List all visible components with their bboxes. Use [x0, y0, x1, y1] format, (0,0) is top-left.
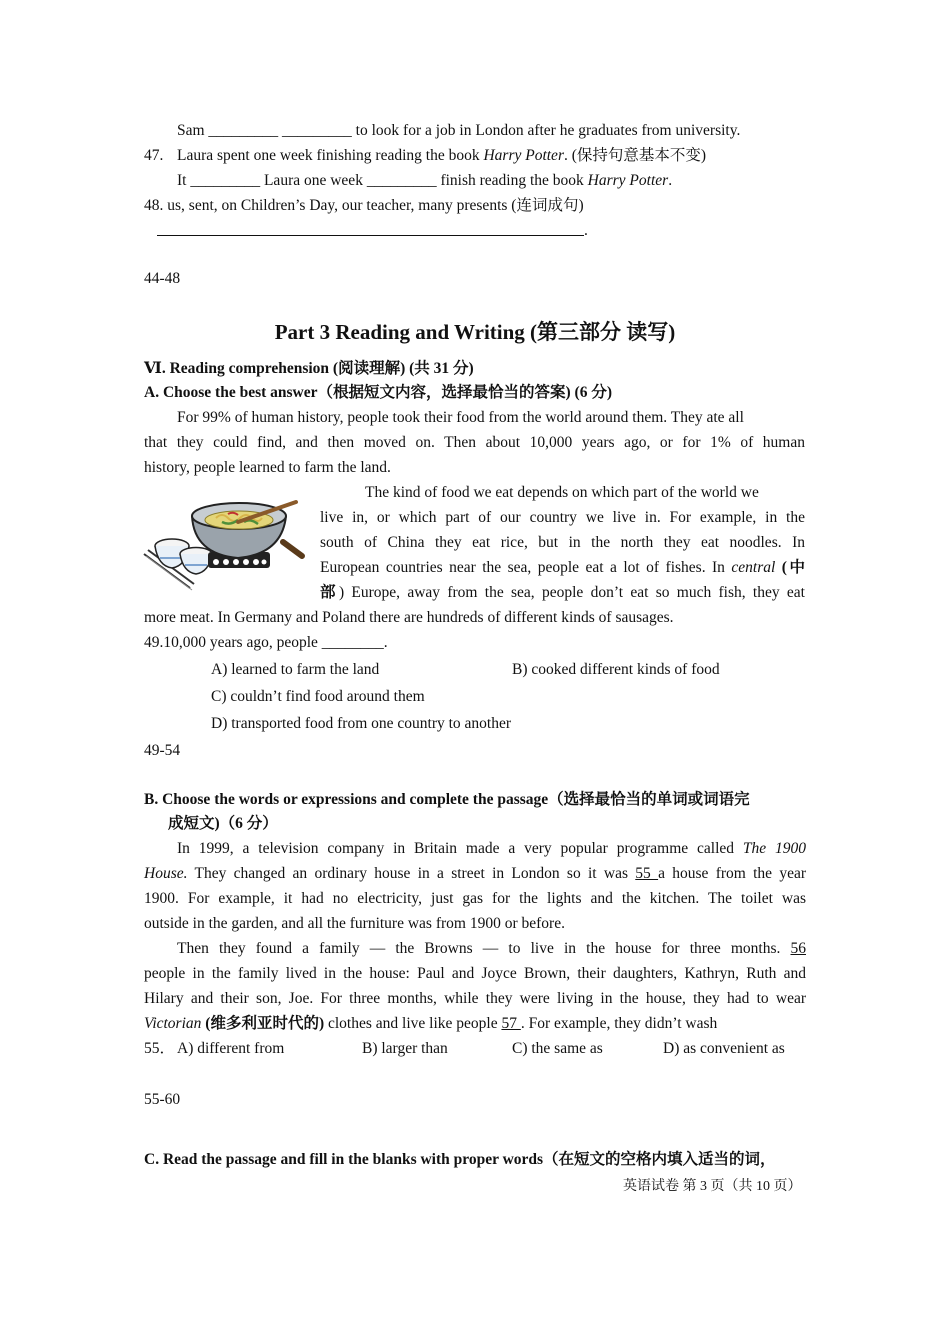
passage-a-line: live in, or which part of our country we live in. For example, in the	[320, 509, 805, 526]
section-b-heading: B. Choose the words or expressions and complete the passage（选择最恰当的单词或词语完	[144, 791, 750, 808]
q55-number: 55．	[144, 1040, 176, 1057]
passage-a-line: The kind of food we eat depends on which part of the world we	[365, 484, 759, 501]
passage-a-line: history, people learned to farm the land.	[144, 459, 391, 476]
passage-a-line: that they could find, and then moved on. Then about 10,000 years ago, or for 1% of human	[144, 434, 805, 451]
section-vi-heading: Ⅵ. Reading comprehension (阅读理解) (共 31 分)	[144, 360, 474, 377]
q55-option-a[interactable]: A) different from	[177, 1040, 285, 1057]
passage-b-line: Then they found a family — the Browns — to live in the house for three months. 56	[177, 940, 806, 957]
passage-b-line: House. They changed an ordinary house in a street in London so it was 55 a house from the year	[144, 865, 807, 882]
q48-answer-blank[interactable]	[157, 235, 584, 236]
q49-option-c[interactable]: C) couldn’t find food around them	[211, 688, 425, 705]
passage-b-line: outside in the garden, and all the furniture was from 1900 or before.	[144, 915, 565, 932]
q49-option-d[interactable]: D) transported food from one country to another	[211, 715, 512, 732]
passage-a-line: European countries near the sea, people eat a lot of fishes. In central (中	[320, 559, 805, 576]
q49-option-b[interactable]: B) cooked different kinds of food	[512, 661, 720, 678]
section-b-heading-cont: 成短文)（6 分）	[168, 815, 278, 832]
passage-b-line: 1900. For example, it had no electricity, just gas for the lights and the kitchen. The toilet was	[144, 890, 806, 907]
passage-b-line: people in the family lived in the house: Paul and Joyce Brown, their daughters, Kathryn, Ruth and	[144, 965, 806, 982]
part3-title: Part 3 Reading and Writing (第三部分 读写)	[274, 320, 676, 344]
wok-noodles-illustration	[140, 496, 308, 596]
passage-a-line: south of China they eat rice, but in the north they eat noodles. In	[320, 534, 805, 551]
q55-option-c[interactable]: C) the same as	[512, 1040, 603, 1057]
q55-option-d[interactable]: D) as convenient as	[663, 1040, 785, 1057]
q48-prompt: 48. us, sent, on Children’s Day, our teacher, many presents (连词成句)	[144, 197, 584, 214]
q47-answer-line: It _________ Laura one week _________ finish reading the book Harry Potter.	[177, 172, 673, 189]
passage-b-line: In 1999, a television company in Britain made a very popular programme called The 1900	[177, 840, 807, 857]
wok-icon	[192, 502, 302, 568]
page-footer: 英语试卷 第 3 页（共 10 页）	[623, 1179, 802, 1194]
passage-b-line: Hilary and their son, Joe. For three months, while they were living in the house, they had to wear	[144, 990, 806, 1007]
q46-answer-line: Sam _________ _________ to look for a job in London after he graduates from university.	[177, 122, 741, 139]
q47-number: 47.	[144, 147, 164, 164]
passage-b-line: Victorian (维多利亚时代的) clothes and live like people 57 . For example, they didn’t wash	[144, 1015, 718, 1032]
section-c-heading: C. Read the passage and fill in the blanks with proper words（在短文的空格内填入适当的词，	[144, 1151, 776, 1168]
passage-a-line: 部) Europe, away from the sea, people don’t eat so much fish, they eat	[320, 584, 805, 601]
section-a-heading: A. Choose the best answer（根据短文内容，选择最恰当的答案) (6 分)	[144, 384, 612, 401]
score-range-55-60: 55-60	[144, 1091, 181, 1108]
q47-sentence: Laura spent one week finishing reading the book Harry Potter. (保持句意基本不变)	[177, 147, 707, 164]
q55-option-b[interactable]: B) larger than	[362, 1040, 448, 1057]
q49-option-a[interactable]: A) learned to farm the land	[211, 661, 380, 678]
blank-57[interactable]: 57	[501, 1015, 521, 1032]
blank-55[interactable]: 55	[635, 865, 659, 882]
q48-period: .	[584, 222, 588, 239]
q49-stem: 49.10,000 years ago, people ________.	[144, 634, 388, 651]
passage-a-line: more meat. In Germany and Poland there are hundreds of different kinds of sausages.	[144, 609, 674, 626]
blank-56[interactable]: 56	[790, 940, 806, 957]
score-range-49-54: 49-54	[144, 742, 181, 759]
passage-a-line: For 99% of human history, people took their food from the world around them. They ate all	[177, 409, 744, 426]
score-range-44-48: 44-48	[144, 270, 181, 287]
